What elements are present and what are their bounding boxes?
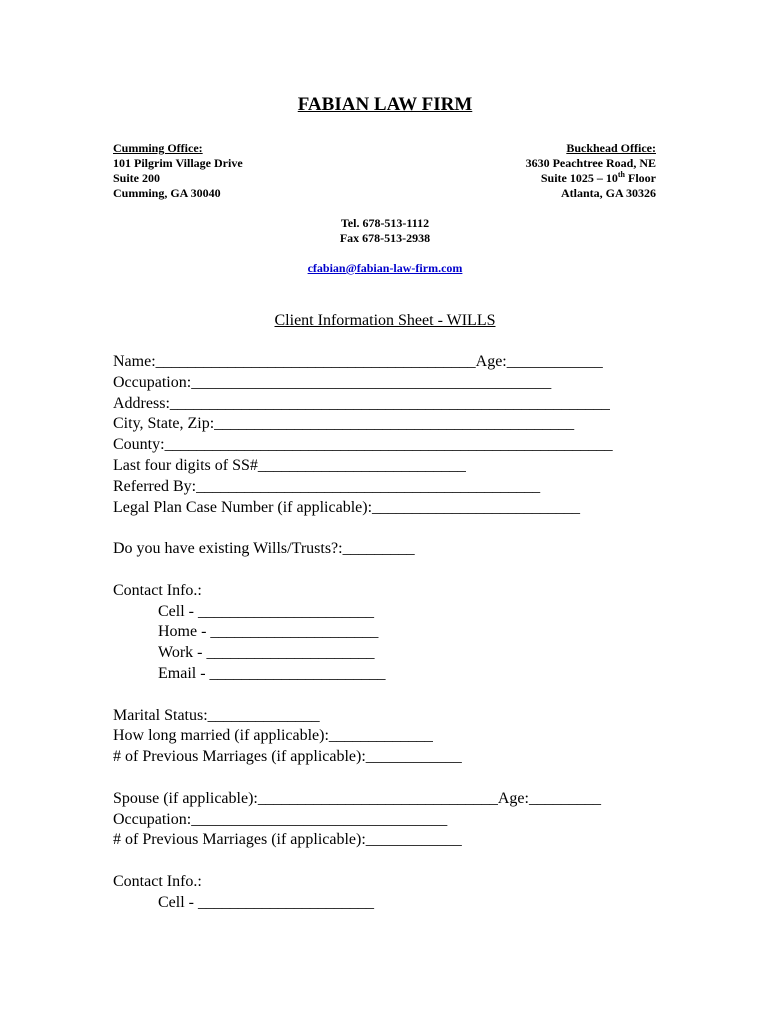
ss-field: Last four digits of SS#__________________________ <box>113 456 466 474</box>
legal-plan-field: Legal Plan Case Number (if applicable):__________________________ <box>113 498 581 516</box>
cumming-office-line3: Cumming, GA 30040 <box>113 186 221 200</box>
county-field: County:________________________________________________________ <box>113 436 613 454</box>
telephone: Tel. 678-513-1112 <box>340 216 430 230</box>
city-state-zip-field: City, State, Zip:_____________________________________________ <box>113 415 575 433</box>
email-field: Email - ______________________ <box>158 664 386 682</box>
spouse-occupation-field: Occupation:________________________________ <box>113 810 448 828</box>
spouse-cell-field: Cell - ______________________ <box>158 893 374 911</box>
spouse-previous-marriages-field: # of Previous Marriages (if applicable):____________ <box>113 831 462 849</box>
marital-status-field: Marital Status:______________ <box>113 706 320 724</box>
cumming-office-line2: Suite 200 <box>113 171 161 185</box>
wills-trusts-field: Do you have existing Wills/Trusts?:_________ <box>113 540 415 558</box>
name-age-field: Name:________________________________________Age:____________ <box>113 353 603 370</box>
buckhead-office-title: Buckhead Office: <box>566 141 656 155</box>
buckhead-office-line3: Atlanta, GA 30326 <box>560 186 656 200</box>
address-field: Address:_______________________________________________________ <box>113 394 610 412</box>
occupation-field: Occupation:_____________________________________________ <box>113 373 552 391</box>
cumming-office-title: Cumming Office: <box>113 141 203 155</box>
home-field: Home - _____________________ <box>158 623 379 641</box>
work-field: Work - _____________________ <box>158 644 375 662</box>
fax: Fax 678-513-2938 <box>339 231 431 245</box>
cumming-office-block <box>113 141 243 201</box>
buckhead-office-line1: 3630 Peachtree Road, NE <box>525 156 656 170</box>
referred-by-field: Referred By:___________________________________________ <box>113 477 541 495</box>
sheet-title: Client Information Sheet - WILLS <box>274 312 496 329</box>
buckhead-office-block <box>526 141 656 201</box>
contact-info-heading: Contact Info.: <box>113 581 202 599</box>
ordinal-suffix: th <box>617 170 625 179</box>
firm-name: FABIAN LAW FIRM <box>297 94 473 115</box>
previous-marriages-field: # of Previous Marriages (if applicable):____________ <box>113 748 462 766</box>
cell-field: Cell - ______________________ <box>158 602 374 620</box>
buckhead-office-line2 <box>526 171 656 186</box>
client-form <box>113 352 673 914</box>
email-row <box>0 261 770 276</box>
cumming-office-line1: 101 Pilgrim Village Drive <box>113 156 243 170</box>
phone-block <box>0 216 770 246</box>
floor-text: Floor <box>625 171 656 185</box>
spouse-age-field: Spouse (if applicable):______________________________Age:_________ <box>113 789 601 807</box>
spouse-contact-info-heading: Contact Info.: <box>113 872 202 890</box>
suite-text: Suite 1025 – 10 <box>540 171 618 185</box>
email-link[interactable]: cfabian@fabian-law-firm.com <box>307 261 463 275</box>
married-length-field: How long married (if applicable):_____________ <box>113 727 433 745</box>
